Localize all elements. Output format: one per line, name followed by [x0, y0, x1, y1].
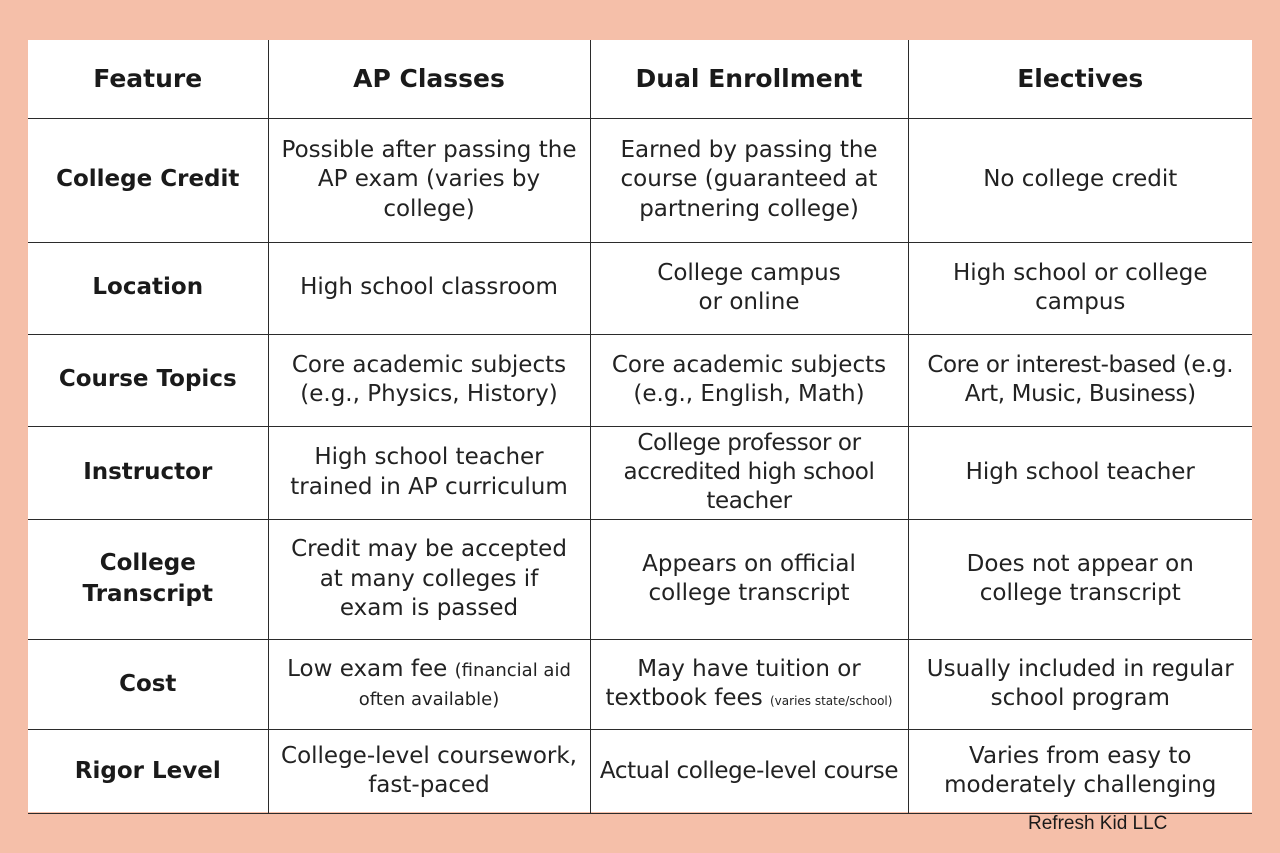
table-header-row [28, 40, 1252, 118]
dual-cell-text: Appears on official college transcript [642, 550, 856, 607]
feature-label [28, 519, 268, 639]
footer-credit: Refresh Kid LLC [1028, 813, 1168, 834]
feature-label: Course Topics [28, 334, 268, 426]
feature-label: Cost [28, 639, 268, 729]
feature-label-text: College Transcript [82, 550, 213, 608]
table-row [28, 118, 1252, 242]
dual-cell: College professor or accredited high school teacher [590, 426, 908, 519]
electives-cell-text: Varies from easy to moderately challenging [944, 742, 1217, 799]
electives-cell: Core or interest-based (e.g. Art, Music, Business) [908, 334, 1252, 426]
feature-label: Rigor Level [28, 729, 268, 813]
table-row [28, 242, 1252, 334]
ap-cell-text: Credit may be accepted at many colleges if exam is passed [291, 536, 567, 622]
dual-cost-main: May have tuition or textbook fees [605, 655, 861, 712]
dual-cell: Core academic subjects (e.g., English, Math) [590, 334, 908, 426]
dual-cell: Actual college-level course [590, 729, 908, 813]
electives-cell: High school teacher [908, 426, 1252, 519]
ap-cell [268, 519, 590, 639]
ap-cost-main: Low exam fee [287, 655, 448, 682]
table-row [28, 334, 1252, 426]
table-row [28, 639, 1252, 729]
feature-label: Instructor [28, 426, 268, 519]
dual-cell [590, 242, 908, 334]
electives-cell: No college credit [908, 118, 1252, 242]
ap-cell: High school teacher trained in AP curriculum [268, 426, 590, 519]
electives-cell [908, 242, 1252, 334]
header-dual-enrollment: Dual Enrollment [590, 40, 908, 118]
header-feature: Feature [28, 40, 268, 118]
electives-cell-text: High school or college campus [953, 259, 1208, 315]
dual-cell [590, 519, 908, 639]
electives-cell [908, 519, 1252, 639]
header-electives: Electives [908, 40, 1252, 118]
feature-label: Location [28, 242, 268, 334]
ap-cell: Possible after passing the AP exam (varies by college) [268, 118, 590, 242]
dual-cell [590, 639, 908, 729]
ap-cost-note: (financial aid often available) [358, 659, 571, 711]
feature-label: College Credit [28, 118, 268, 242]
ap-cell: High school classroom [268, 242, 590, 334]
ap-cell: College-level coursework, fast-paced [268, 729, 590, 813]
ap-cell [268, 639, 590, 729]
dual-cost-note: (varies state/school) [770, 694, 893, 709]
comparison-card [28, 40, 1252, 812]
header-ap-classes: AP Classes [268, 40, 590, 118]
electives-cell [908, 729, 1252, 813]
dual-cell: Earned by passing the course (guaranteed at partnering college) [590, 118, 908, 242]
comparison-table [28, 40, 1252, 814]
table-row [28, 426, 1252, 519]
dual-cell-text: College campus or online [657, 259, 841, 315]
table-row [28, 519, 1252, 639]
ap-cell: Core academic subjects (e.g., Physics, History) [268, 334, 590, 426]
electives-cell: Usually included in regular school program [908, 639, 1252, 729]
electives-cell-text: Does not appear on college transcript [966, 550, 1194, 607]
table-row [28, 729, 1252, 813]
